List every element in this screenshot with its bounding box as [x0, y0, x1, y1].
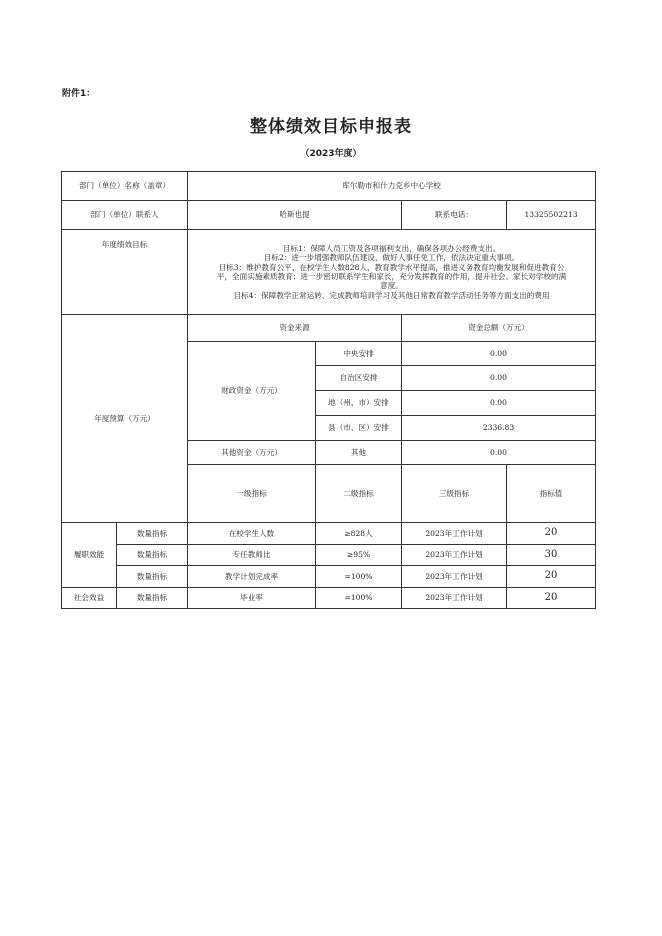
- budget-source-name: 地（州、市）安排: [316, 391, 402, 416]
- indicator-weight: 20: [507, 522, 596, 544]
- page-title: 整体绩效目标申报表: [250, 117, 412, 137]
- indicator-weight: 20: [507, 565, 596, 587]
- indicator-header: 二级指标: [316, 465, 402, 523]
- budget-source-name: 自治区安排: [316, 366, 402, 391]
- source-header: 资金来源: [188, 315, 402, 342]
- budget-source-name: 中央安排: [316, 342, 402, 366]
- level3-cell: 毕业率: [188, 587, 316, 608]
- contact-value: 哈斯也提: [188, 201, 402, 230]
- indicator-value: ≥95%: [316, 544, 402, 565]
- contact-label: 部门（单位）联系人: [62, 201, 188, 230]
- indicator-weight: 30: [507, 544, 596, 565]
- indicator-row: [62, 544, 596, 565]
- indicator-row: [62, 565, 596, 587]
- level2-cell: 数量指标: [117, 587, 188, 608]
- indicator-row: [62, 587, 596, 608]
- annex-label: 附件1：: [62, 89, 96, 99]
- budget-source-value: 0.00: [402, 342, 596, 366]
- indicator-row: [62, 522, 596, 544]
- level3-cell: 专任教师比: [188, 544, 316, 565]
- indicator-basis: 2023年工作计划: [402, 522, 507, 544]
- indicator-basis: 2023年工作计划: [402, 587, 507, 608]
- budget-source-value: 0.00: [402, 366, 596, 391]
- goal-line: 目标1：保障人员工资及各项福利支出，确保各项办公经费支出。: [282, 243, 501, 253]
- fiscal-funds-label: 财政资金（万元）: [188, 342, 316, 441]
- other-funds-value: 0.00: [402, 441, 596, 465]
- goal-line: 意度。: [380, 281, 403, 291]
- other-funds-label: 其他资金（万元）: [188, 441, 316, 465]
- dept-name-value: 库尔勒市和什力克乡中心学校: [188, 172, 596, 201]
- budget-label: 年度预算（万元）: [62, 315, 188, 523]
- level2-cell: 数量指标: [117, 565, 188, 587]
- dept-name-label: 部门（单位）名称（盖章）: [62, 172, 188, 201]
- indicator-value: =100%: [316, 587, 402, 608]
- indicator-value: =100%: [316, 565, 402, 587]
- indicator-header: 三级指标: [402, 465, 507, 523]
- indicator-header: 一级指标: [188, 465, 316, 523]
- other-funds-name: 其他: [316, 441, 402, 465]
- budget-header-row: [62, 315, 596, 342]
- level3-cell: 在校学生人数: [188, 522, 316, 544]
- year-subtitle: （2023年度）: [300, 149, 362, 159]
- budget-source-value: 2336.83: [402, 416, 596, 441]
- goal-line: 目标2：进一步增强教师队伍建设，做好人事任免工作，依法决定重大事项。: [263, 253, 520, 263]
- goals-text: [188, 230, 596, 315]
- contact-row: [62, 201, 596, 230]
- goals-row: [62, 230, 596, 315]
- level2-cell: 数量指标: [117, 522, 188, 544]
- dept-name-row: [62, 172, 596, 201]
- budget-source-name: 县（市、区）安排: [316, 416, 402, 441]
- level2-cell: 数量指标: [117, 544, 188, 565]
- goal-line: 平，全面实施素质教育；进一步密切联系学生和家长，充分发挥教育的作用，提升社会、家长对学校的满: [216, 272, 567, 281]
- performance-goal-form: [61, 171, 596, 609]
- budget-source-value: 0.00: [402, 391, 596, 416]
- goal-line: 目标3：维护教育公平、在校学生人数828人，教育教学水平提高，推进义务教育均衡发展和促进教育公: [218, 262, 565, 272]
- phone-label: 联系电话：: [402, 201, 507, 230]
- goals-label: 年度绩效目标: [62, 230, 188, 315]
- level1-social: 社会效益: [62, 587, 117, 608]
- level1-performance: 履职效能: [62, 522, 117, 587]
- indicator-header: 指标值: [507, 465, 596, 523]
- indicator-value: ≥828人: [316, 522, 402, 544]
- total-header: 资金总额（万元）: [402, 315, 596, 342]
- phone-value: 13325502213: [507, 201, 596, 230]
- goal-line: 目标4：保障教学正常运转、完成教师培训学习及其他日常教育教学活动任务等方面支出的费用: [233, 290, 550, 300]
- level3-cell: 教学计划完成率: [188, 565, 316, 587]
- indicator-basis: 2023年工作计划: [402, 544, 507, 565]
- indicator-weight: 20: [507, 587, 596, 608]
- indicator-basis: 2023年工作计划: [402, 565, 507, 587]
